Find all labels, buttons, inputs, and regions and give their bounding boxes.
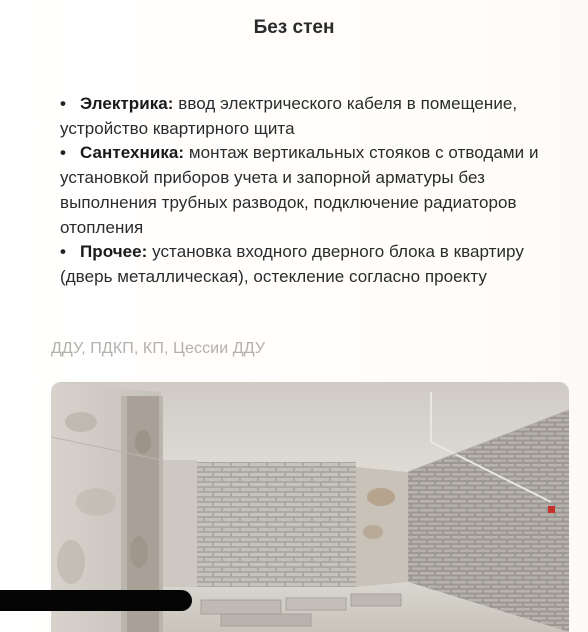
bullet-icon: • [60,143,67,163]
feature-text: монтаж вертикальных стояков с отводами и установкой приборов учета и запорной арматуры без выполнения трубных разводок, подключение радиаторов отопления [60,143,539,237]
feature-text: установка входного дверного блока в квартиру (дверь металлическая), остекление согласно проекту [60,242,524,286]
bullet-icon: • [60,94,67,113]
contract-types: ДДУ, ПДКП, КП, Цессии ДДУ [51,340,266,357]
features-list [60,92,560,290]
feature-electrical [60,92,560,141]
page-title: Без стен [253,17,335,38]
feature-label: Сантехника: [80,143,185,163]
feature-text: ввод электрического кабеля в помещение, устройство квартирного щита [60,94,518,138]
feature-label: Электрика: [80,94,174,113]
feature-plumbing [60,141,560,240]
bullet-icon: • [60,242,67,262]
feature-other [60,240,560,289]
feature-label: Прочее: [80,242,148,262]
overlay-bar [0,590,192,611]
